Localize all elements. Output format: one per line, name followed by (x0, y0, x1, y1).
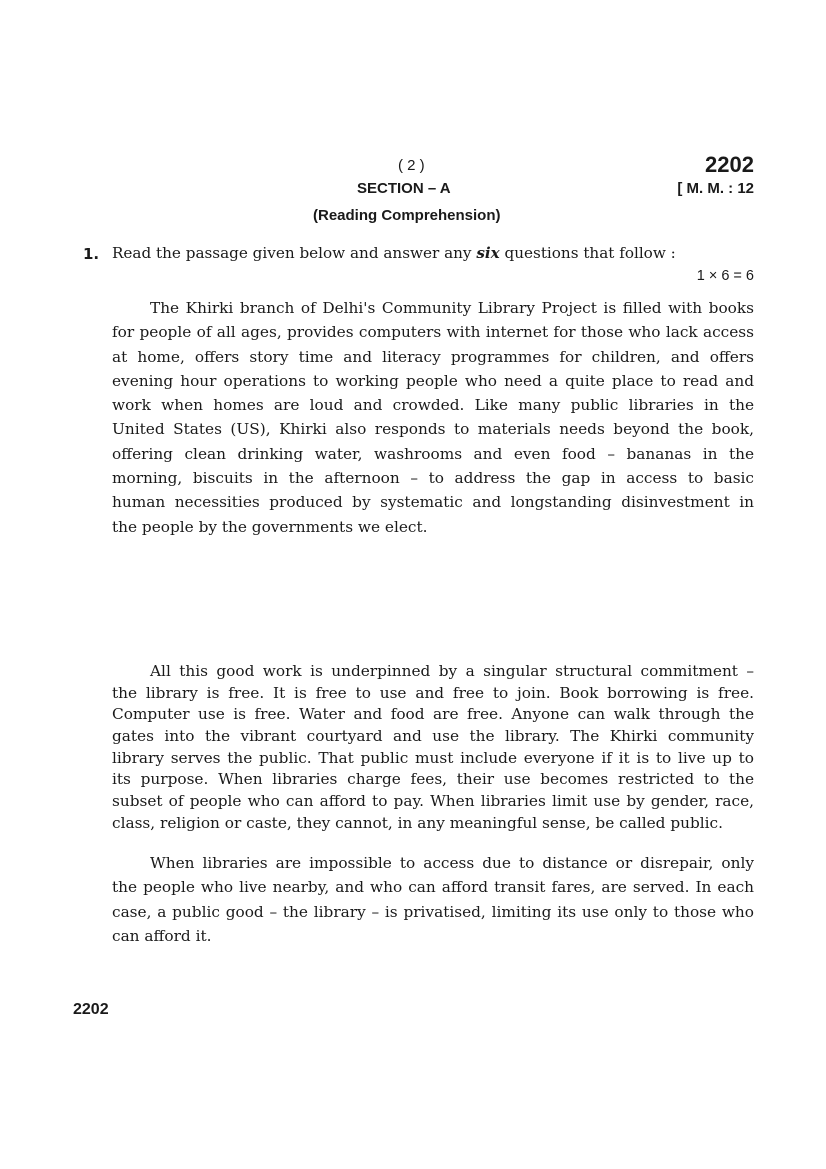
passage-line: the people who live nearby, and who can afford transit fares, are served. In each (112, 878, 754, 897)
passage-line: its purpose. When libraries charge fees, their use becomes restricted to the (112, 770, 754, 789)
passage-line: gates into the vibrant courtyard and use the library. The Khirki community (112, 727, 754, 746)
passage-line: United States (US), Khirki also responds to materials needs beyond the book, (112, 420, 754, 439)
section-title: SECTION – A (357, 180, 451, 197)
passage-line: library serves the public. That public must include everyone if it is to live up to (112, 748, 754, 767)
passage-line: human necessities produced by systematic and longstanding disinvestment in (112, 493, 754, 512)
passage-line: class, religion or caste, they cannot, in any meaningful sense, be called public. (112, 813, 723, 832)
max-marks: [ M. M. : 12 (677, 180, 754, 197)
instruction-text-before: Read the passage given below and answer any (112, 244, 477, 262)
instruction-text-after: questions that follow : (499, 244, 676, 262)
question-instruction (112, 244, 676, 262)
passage-line: subset of people who can afford to pay. When libraries limit use by gender, race, (112, 792, 754, 811)
instruction-emphasis: six (476, 244, 500, 262)
passage-line: All this good work is underpinned by a singular structural commitment – (150, 662, 754, 680)
marks-formula: 1 × 6 = 6 (696, 268, 754, 284)
passage-line: the people by the governments we elect. (112, 517, 428, 536)
passage-line: can afford it. (112, 926, 212, 945)
page-number: ( 2 ) (398, 157, 425, 174)
question-number: 1. (83, 245, 100, 263)
passage-line: the library is free. It is free to use and free to join. Book borrowing is free. (112, 683, 754, 702)
passage-paragraph-1 (112, 296, 754, 539)
passage-line: The Khirki branch of Delhi's Community Library Project is filled with books (150, 299, 754, 317)
passage-line: for people of all ages, provides computers with internet for those who lack access (112, 323, 754, 342)
passage-line: work when homes are loud and crowded. Like many public libraries in the (112, 396, 754, 415)
passage-line: evening hour operations to working people who need a quite place to read and (112, 371, 754, 390)
passage-paragraph-2 (112, 661, 754, 835)
passage-line: offering clean drinking water, washrooms and even food – bananas in the (112, 444, 754, 463)
passage-paragraph-3 (112, 851, 754, 948)
passage-line: case, a public good – the library – is privatised, limiting its use only to those who (112, 902, 754, 921)
section-subtitle: (Reading Comprehension) (313, 207, 501, 224)
passage-line: When libraries are impossible to access due to distance or disrepair, only (150, 854, 754, 872)
passage-line: at home, offers story time and literacy programmes for children, and offers (112, 347, 754, 366)
paper-code-footer: 2202 (73, 1001, 109, 1018)
paper-code-header: 2202 (705, 152, 754, 177)
passage-line: Computer use is free. Water and food are free. Anyone can walk through the (112, 705, 754, 724)
passage-line: morning, biscuits in the afternoon – to address the gap in access to basic (112, 469, 754, 488)
